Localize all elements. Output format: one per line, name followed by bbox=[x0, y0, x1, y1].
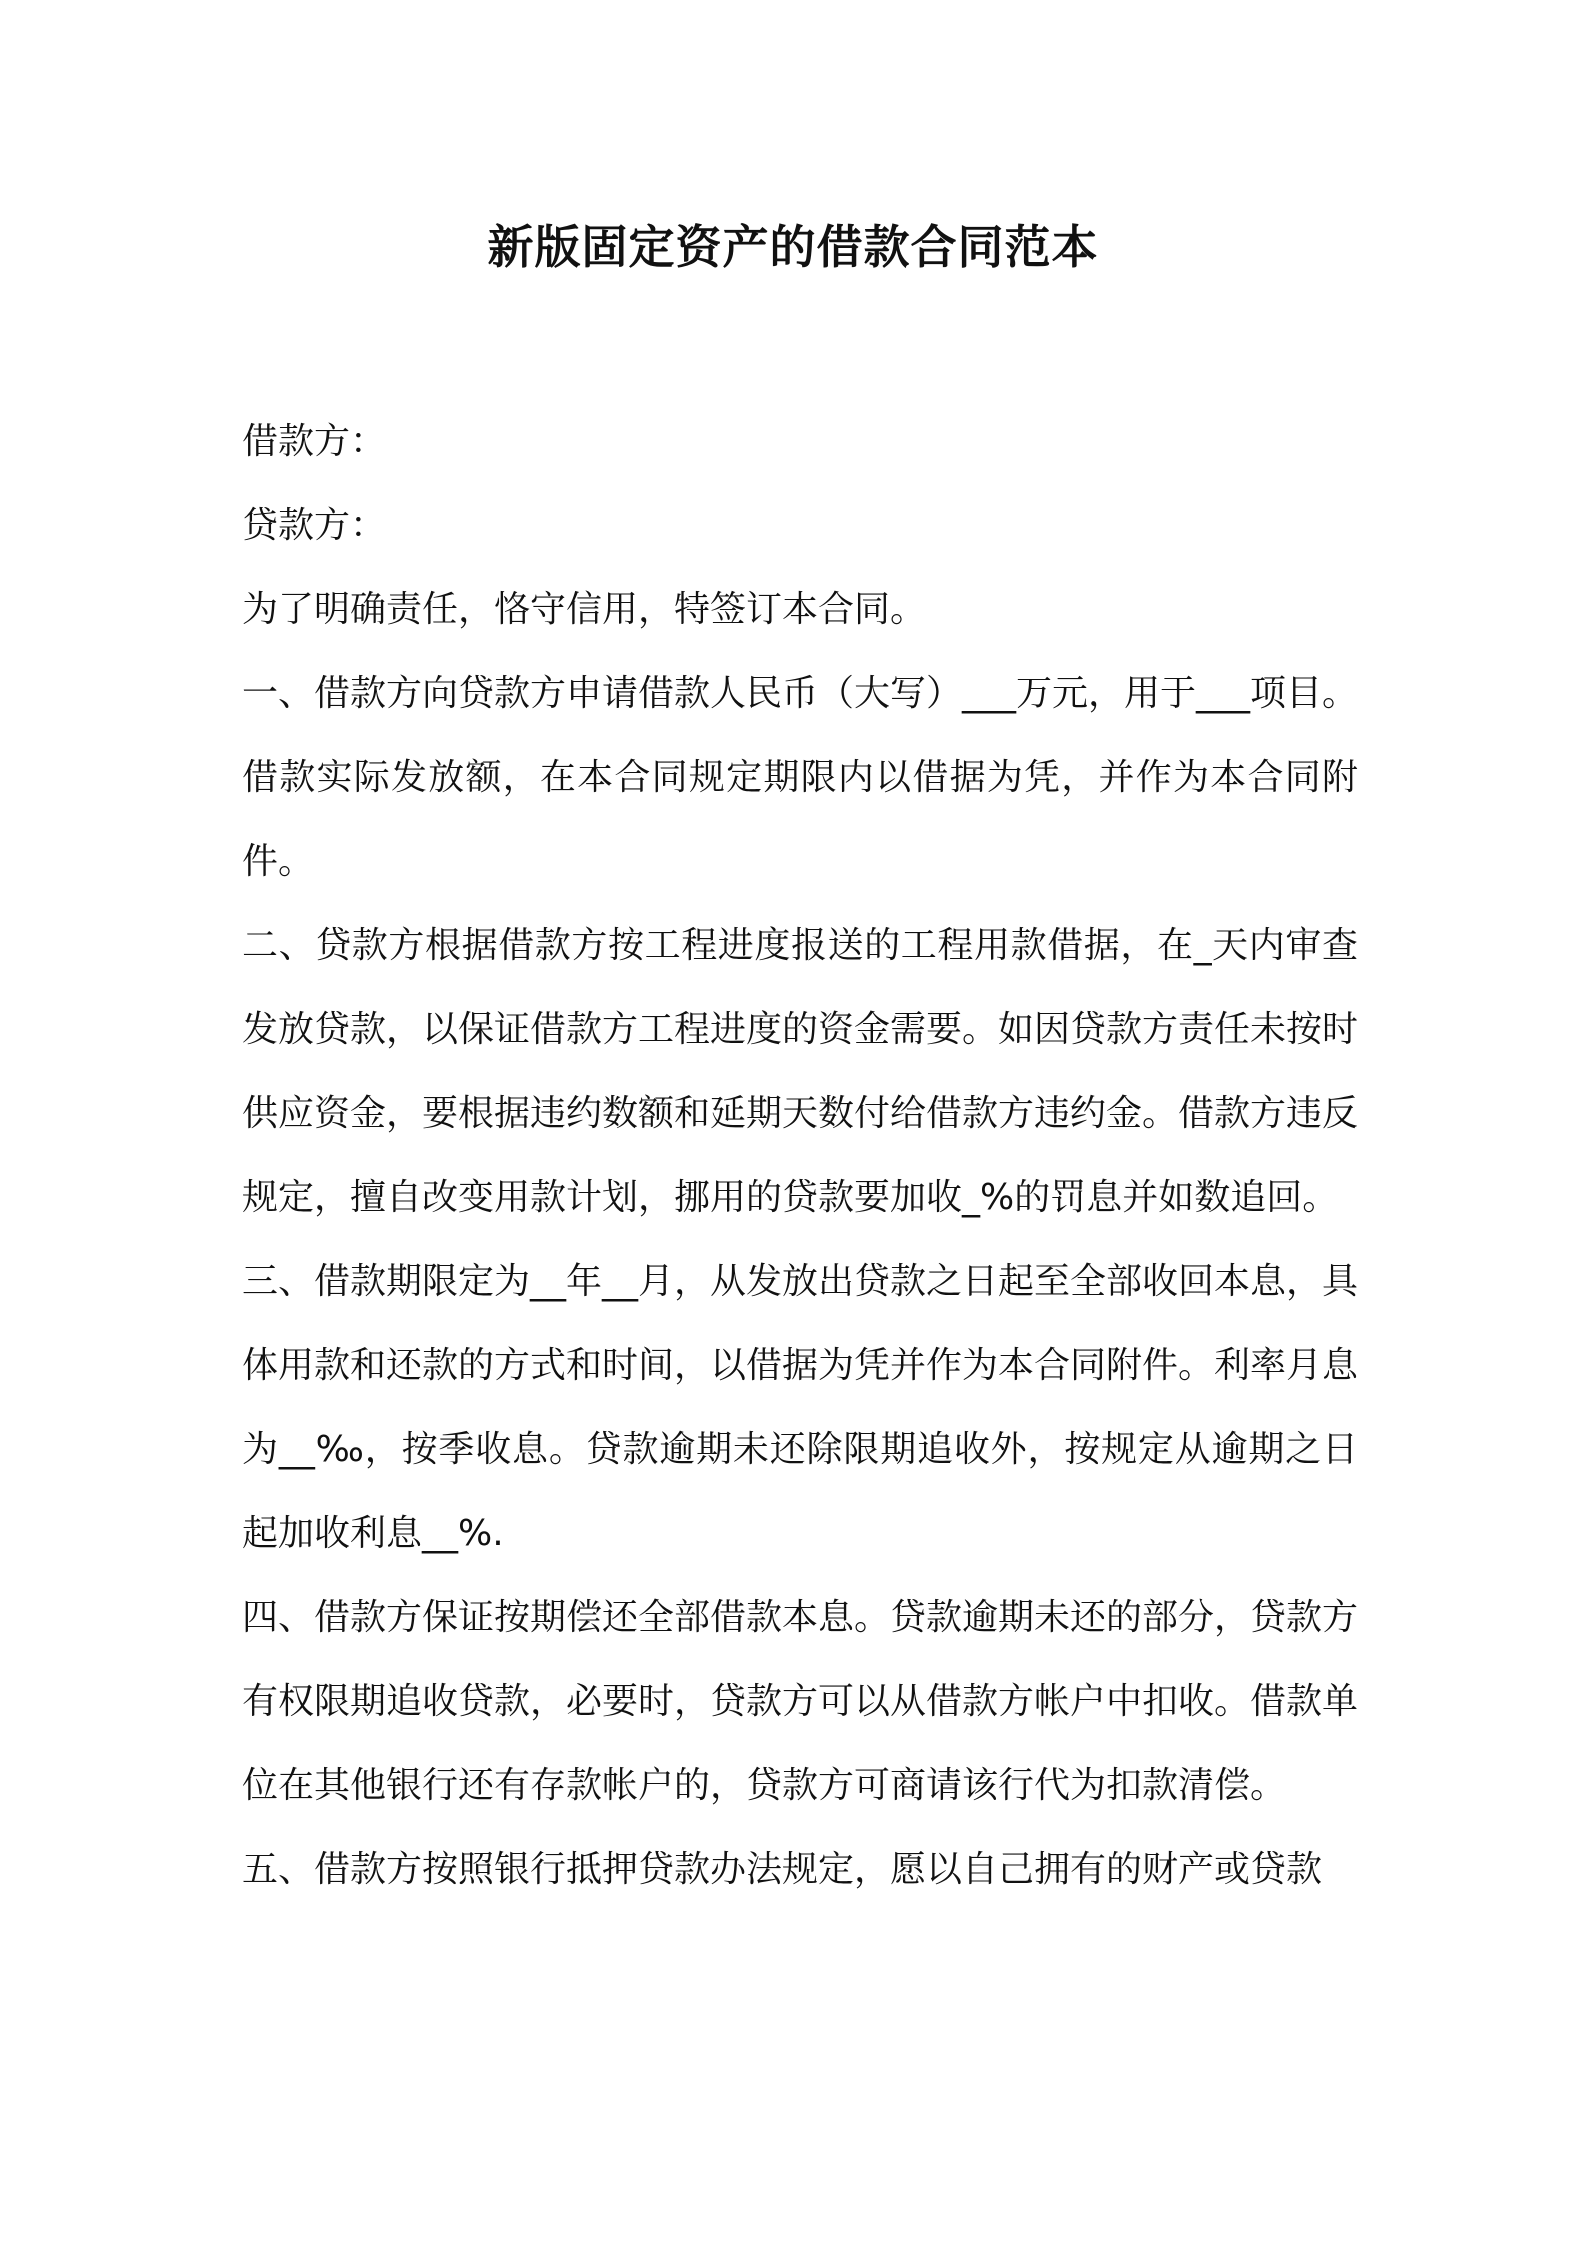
borrower-label: 借款方： bbox=[242, 421, 387, 462]
clause-5: 五、借款方按照银行抵押贷款办法规定，愿以自己拥有的财产或贷款 bbox=[242, 1849, 1323, 1890]
clause-4: 四、借款方保证按期偿还全部借款本息。贷款逾期未还的部分，贷款方有权限期追收贷款，必要时，贷款方可以从借款方帐户中扣收。借款单位在其他银行还有存款帐户的，贷款方可商请该行代为扣款清偿。 bbox=[242, 1597, 1359, 1806]
clause-3: 三、借款期限定为__年__月，从发放出贷款之日起至全部收回本息，具体用款和还款的方式和时间，以借据为凭并作为本合同附件。利率月息为__‰，按季收息。贷款逾期未还除限期追收外，按规定从逾期之日起加收利息__%. bbox=[242, 1261, 1359, 1554]
clause-2: 二、贷款方根据借款方按工程进度报送的工程用款借据，在_天内审查发放贷款，以保证借款方工程进度的资金需要。如因贷款方责任未按时供应资金，要根据违约数额和延期天数付给借款方违约金。借款方违反规定，擅自改变用款计划，挪用的贷款要加收_%的罚息并如数追回。 bbox=[242, 925, 1359, 1218]
clause-1: 一、借款方向贷款方申请借款人民币（大写）___万元，用于___项目。借款实际发放额，在本合同规定期限内以借据为凭，并作为本合同附件。 bbox=[242, 673, 1359, 882]
document-body bbox=[242, 400, 1358, 1912]
document-title: 新版固定资产的借款合同范本 bbox=[487, 220, 1099, 274]
intro-paragraph: 为了明确责任，恪守信用，特签订本合同。 bbox=[242, 589, 927, 630]
lender-label: 贷款方： bbox=[242, 505, 387, 546]
